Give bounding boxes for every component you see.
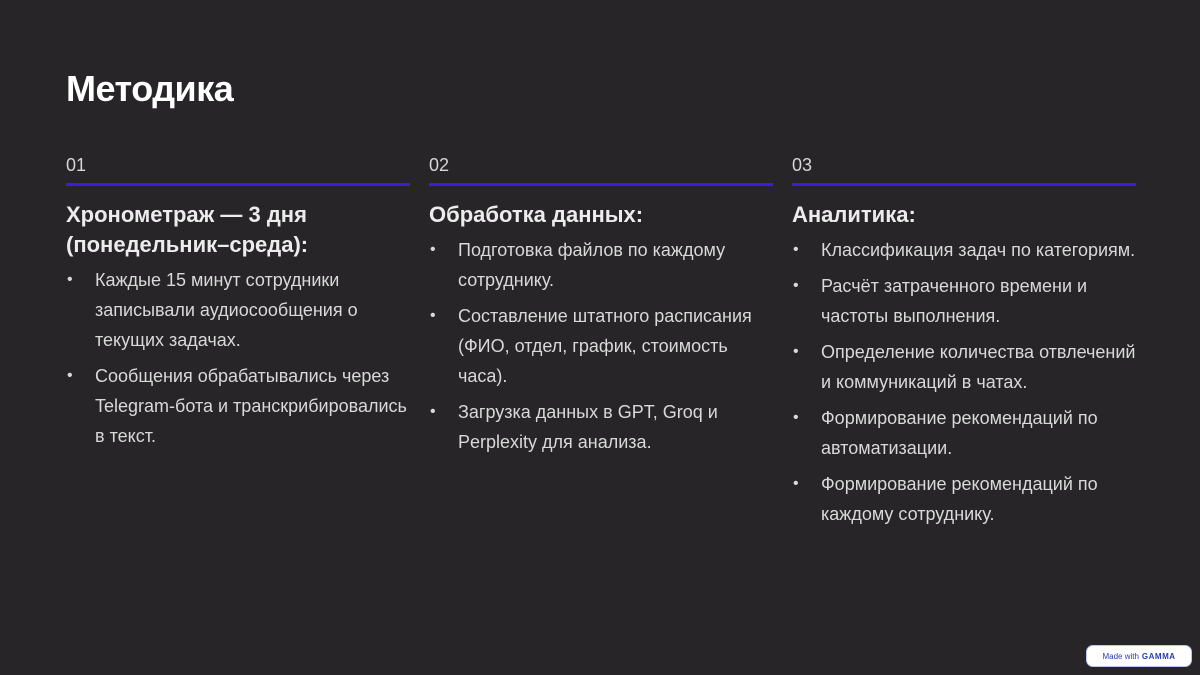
bullet-icon: • — [793, 409, 799, 426]
bullet-list — [66, 265, 410, 451]
bullet-icon: • — [793, 277, 799, 294]
column-heading: Обработка данных: — [429, 202, 644, 227]
column-number: 01 — [66, 155, 87, 175]
columns — [66, 152, 1136, 535]
column-2 — [429, 152, 773, 535]
list-item — [792, 469, 1136, 529]
bullet-icon: • — [430, 307, 436, 324]
gamma-logo: GAMMA — [1141, 651, 1176, 661]
bullet-icon: • — [793, 475, 799, 492]
list-item-text: Составление штатного расписания (ФИО, отдел, график, стоимость часа). — [458, 306, 752, 386]
list-item — [792, 403, 1136, 463]
list-item-text: Расчёт затраченного времени и частоты выполнения. — [821, 276, 1088, 326]
badge-label: Made with — [1102, 651, 1139, 661]
column-3 — [792, 152, 1136, 535]
accent-divider — [429, 183, 773, 186]
column-number: 03 — [792, 155, 813, 175]
list-item — [66, 265, 410, 355]
bullet-list — [792, 235, 1136, 529]
column-number: 02 — [429, 155, 450, 175]
made-with-gamma-badge[interactable] — [1086, 645, 1192, 667]
column-1 — [66, 152, 410, 535]
bullet-icon: • — [793, 343, 799, 360]
accent-divider — [792, 183, 1136, 186]
list-item-text: Формирование рекомендаций по каждому сотруднику. — [821, 474, 1098, 524]
list-item — [792, 235, 1136, 265]
bullet-icon: • — [430, 241, 436, 258]
accent-divider — [66, 183, 410, 186]
column-heading: Хронометраж — 3 дня (понедельник–среда): — [66, 202, 309, 257]
list-item — [66, 361, 410, 451]
list-item-text: Определение количества отвлечений и коммуникаций в чатах. — [821, 342, 1136, 392]
list-item-text: Подготовка файлов по каждому сотруднику. — [458, 240, 726, 290]
slide-title: Методика — [66, 68, 234, 109]
bullet-icon: • — [67, 271, 73, 288]
bullet-list — [429, 235, 773, 457]
list-item — [429, 301, 773, 391]
bullet-icon: • — [793, 241, 799, 258]
list-item — [792, 271, 1136, 331]
bullet-icon: • — [430, 403, 436, 420]
bullet-icon: • — [67, 367, 73, 384]
list-item-text: Классификация задач по категориям. — [821, 240, 1136, 260]
column-heading: Аналитика: — [792, 202, 916, 227]
list-item-text: Каждые 15 минут сотрудники записывали аудиосообщения о текущих задачах. — [95, 270, 358, 350]
list-item-text: Формирование рекомендаций по автоматизации. — [821, 408, 1098, 458]
list-item-text: Сообщения обрабатывались через Telegram-бота и транскрибировались в текст. — [95, 366, 407, 446]
list-item — [429, 235, 773, 295]
list-item — [792, 337, 1136, 397]
list-item-text: Загрузка данных в GPT, Groq и Perplexity для анализа. — [458, 402, 718, 452]
list-item — [429, 397, 773, 457]
